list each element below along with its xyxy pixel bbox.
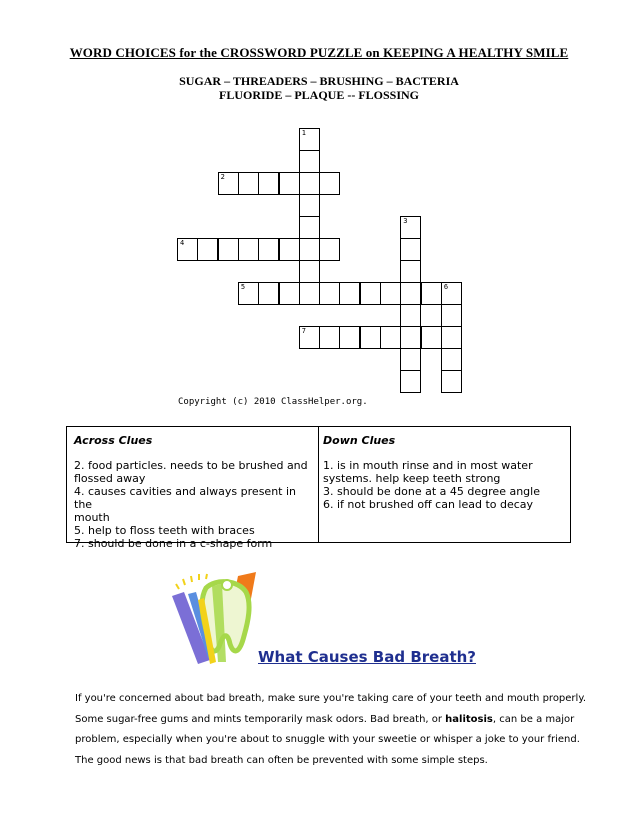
crossword-cell[interactable]	[299, 216, 320, 239]
crossword-cell[interactable]	[441, 348, 462, 371]
down-clue-line: 6. if not brushed off can lead to decay	[323, 498, 534, 511]
crossword-cell[interactable]	[279, 172, 300, 195]
crossword-cell[interactable]	[400, 370, 421, 393]
crossword-cell[interactable]	[218, 172, 239, 195]
across-clue-line: 4. causes cavities and always present in the	[74, 485, 296, 511]
paragraph-line: Some sugar-free gums and mints temporarily mask odors. Bad breath, or halitosis, can be a major	[75, 713, 575, 725]
crossword-cell[interactable]	[400, 238, 421, 261]
article-heading[interactable]: What Causes Bad Breath?	[258, 648, 476, 666]
crossword-cell[interactable]	[400, 260, 421, 283]
across-clue-line: 5. help to floss teeth with braces	[74, 524, 255, 537]
crossword-grid	[0, 0, 638, 400]
crossword-cell[interactable]	[441, 370, 462, 393]
crossword-cell[interactable]	[299, 128, 320, 151]
across-clue-line: 2. food particles. needs to be brushed and	[74, 459, 308, 472]
clue-number: 4	[180, 239, 185, 247]
crossword-cell[interactable]	[400, 304, 421, 327]
crossword-cell[interactable]	[319, 172, 340, 195]
crossword-cell[interactable]	[339, 326, 360, 349]
copyright-notice: Copyright (c) 2010 ClassHelper.org.	[178, 397, 368, 407]
clue-number: 5	[240, 283, 246, 291]
crossword-cell[interactable]	[299, 194, 320, 217]
crossword-cell[interactable]	[299, 282, 320, 305]
word-bank-line-1: SUGAR – THREADERS – BRUSHING – BACTERIA	[179, 74, 459, 88]
crossword-cell[interactable]	[299, 260, 320, 283]
clue-number: 2	[220, 173, 225, 181]
crossword-cell[interactable]	[441, 326, 462, 349]
crossword-cell[interactable]	[441, 282, 462, 305]
crossword-cell[interactable]	[197, 238, 218, 261]
crossword-cell[interactable]	[339, 282, 360, 305]
word-bank-line-2: FLUORIDE – PLAQUE -- FLOSSING	[218, 88, 420, 102]
clue-number: 3	[403, 217, 408, 225]
across-clues	[67, 427, 319, 550]
sparkle-lines	[176, 574, 207, 589]
crossword-cell[interactable]	[238, 238, 259, 261]
page-title: WORD CHOICES for the CROSSWORD PUZZLE on KEEPING A HEALTHY SMILE	[69, 45, 569, 60]
crossword-cell[interactable]	[400, 326, 421, 349]
crossword-cell[interactable]	[360, 282, 381, 305]
crossword-cell[interactable]	[299, 172, 320, 195]
white-dot	[222, 580, 232, 590]
crossword-cell[interactable]	[299, 326, 320, 349]
crossword-cell[interactable]	[319, 282, 340, 305]
crossword-cell[interactable]	[299, 238, 320, 261]
down-clue-line: systems. help keep teeth strong	[323, 472, 501, 485]
crossword-cell[interactable]	[177, 238, 198, 261]
clue-number: 6	[443, 283, 449, 291]
crossword-cell[interactable]	[258, 172, 279, 195]
crossword-cell[interactable]	[421, 326, 442, 349]
crossword-cell[interactable]	[279, 282, 300, 305]
crossword-cell[interactable]	[258, 282, 279, 305]
down-clues	[319, 427, 570, 542]
crossword-cell[interactable]	[380, 326, 401, 349]
crossword-cell[interactable]	[218, 238, 239, 261]
crossword-cell[interactable]	[279, 238, 300, 261]
paragraph-line: problem, especially when you're about to snuggle with your sweetie or whisper a joke to your friend.	[75, 734, 580, 745]
crossword-cell[interactable]	[299, 150, 320, 173]
crossword-cell[interactable]	[360, 326, 381, 349]
across-clue-line: flossed away	[74, 472, 146, 485]
toothbrush-tooth-illustration	[168, 566, 268, 666]
crossword-cell[interactable]	[258, 238, 279, 261]
crossword-cell[interactable]	[319, 238, 340, 261]
crossword-cell[interactable]	[400, 216, 421, 239]
crossword-cell[interactable]	[400, 348, 421, 371]
crossword-cell[interactable]	[400, 282, 421, 305]
down-clues-heading: Down Clues	[323, 434, 396, 447]
clues-table	[66, 426, 571, 550]
down-clue-line: 3. should be done at a 45 degree angle	[323, 485, 540, 498]
paragraph-line: The good news is that bad breath can often be prevented with some simple steps.	[75, 754, 488, 766]
crossword-cell[interactable]	[238, 172, 259, 195]
across-clue-line: 7. should be done in a c-shape form	[74, 537, 273, 550]
halitosis-term: halitosis	[445, 713, 493, 725]
down-clue-line: 1. is in mouth rinse and in most water	[323, 459, 533, 472]
crossword-cell[interactable]	[238, 282, 259, 305]
clue-number: 1	[301, 129, 307, 137]
crossword-cell[interactable]	[380, 282, 401, 305]
crossword-cell[interactable]	[441, 304, 462, 327]
clue-number: 7	[301, 327, 307, 335]
crossword-cell[interactable]	[421, 282, 442, 305]
across-clue-line: mouth	[74, 511, 110, 524]
crossword-cell[interactable]	[319, 326, 340, 349]
across-clues-heading: Across Clues	[74, 434, 153, 447]
paragraph-line: If you're concerned about bad breath, make sure you're taking care of your teeth and mouth properly.	[75, 693, 586, 704]
article-paragraph	[75, 689, 586, 771]
